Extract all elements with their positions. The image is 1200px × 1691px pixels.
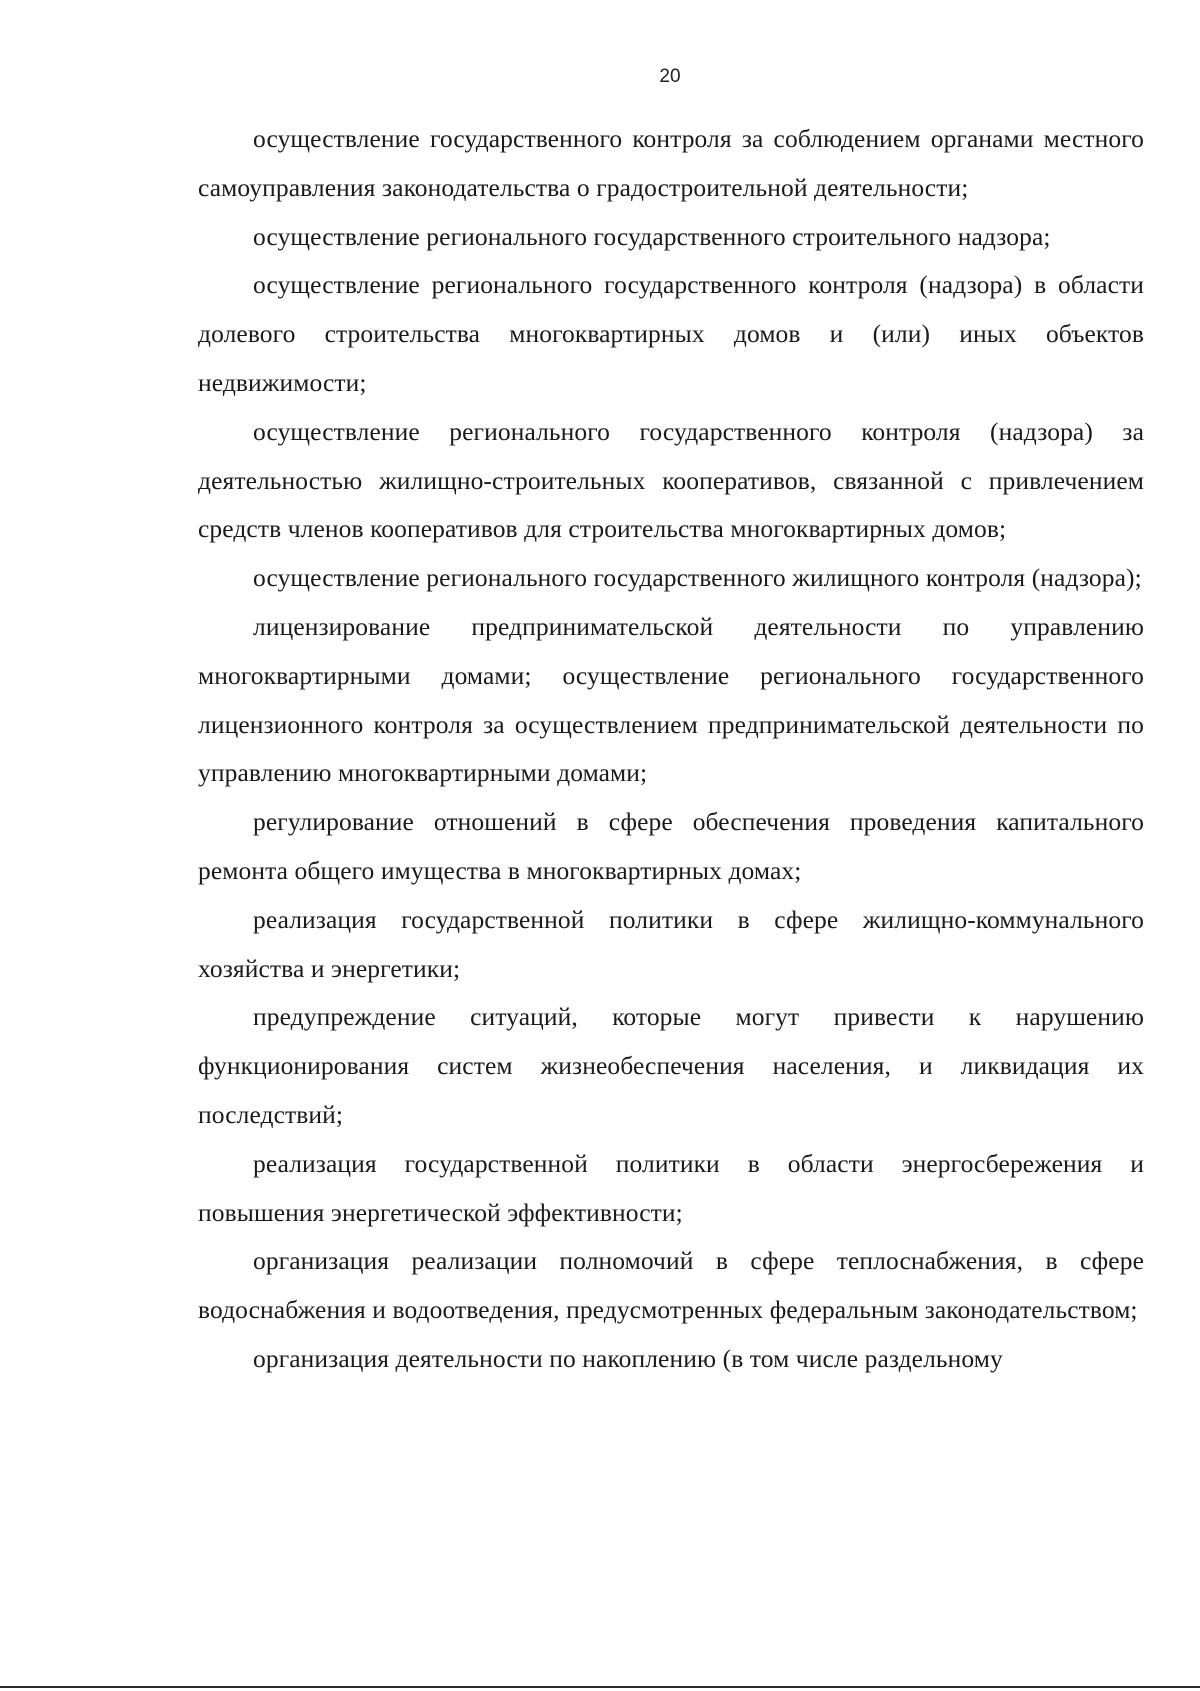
paragraph: осуществление государственного контроля за соблюдением органами местного самоуправления законодательства о градостроительной деятельности; [198, 124, 1144, 202]
paragraph: осуществление регионального государственного контроля (надзора) в области долевого строительства многоквартирных домов и (или) иных объектов недвижимости; [198, 270, 1144, 397]
paragraph: осуществление регионального государственного строительного надзора; [253, 221, 1051, 251]
page-bottom-edge [0, 1686, 1200, 1688]
paragraph: осуществление регионального государственного жилищного контроля (надзора); [253, 563, 1142, 593]
paragraph: регулирование отношений в сфере обеспечения проведения капитального ремонта общего имущества в многоквартирных домах; [198, 807, 1144, 885]
paragraph: осуществление регионального государственного контроля (надзора) за деятельностью жилищно-строительных кооперативов, связанной с привлечением средств членов кооперативов для строительства многоквартирных домов; [198, 416, 1144, 544]
paragraph: реализация государственной политики в области энергосбережения и повышения энергетической эффективности; [198, 1148, 1144, 1227]
paragraph: лицензирование предпринимательской деятельности по управлению многоквартирными домами; осуществление регионального государственного лицензионного контроля за осуществлением предпринимательской деятельности по управлению многоквартирными домами; [198, 611, 1144, 788]
paragraph: реализация государственной политики в сфере жилищно-коммунального хозяйства и энергетики; [198, 904, 1144, 983]
document-body [198, 115, 1144, 1384]
page-number: 20 [659, 66, 681, 87]
paragraph: организация деятельности по накоплению (в том числе раздельному [253, 1343, 1003, 1373]
paragraph: организация реализации полномочий в сфере теплоснабжения, в сфере водоснабжения и водоотведения, предусмотренных федеральным законодательством; [198, 1246, 1144, 1325]
paragraph: предупреждение ситуаций, которые могут привести к нарушению функционирования систем жизнеобеспечения населения, и ликвидация их последствий; [198, 1002, 1144, 1129]
